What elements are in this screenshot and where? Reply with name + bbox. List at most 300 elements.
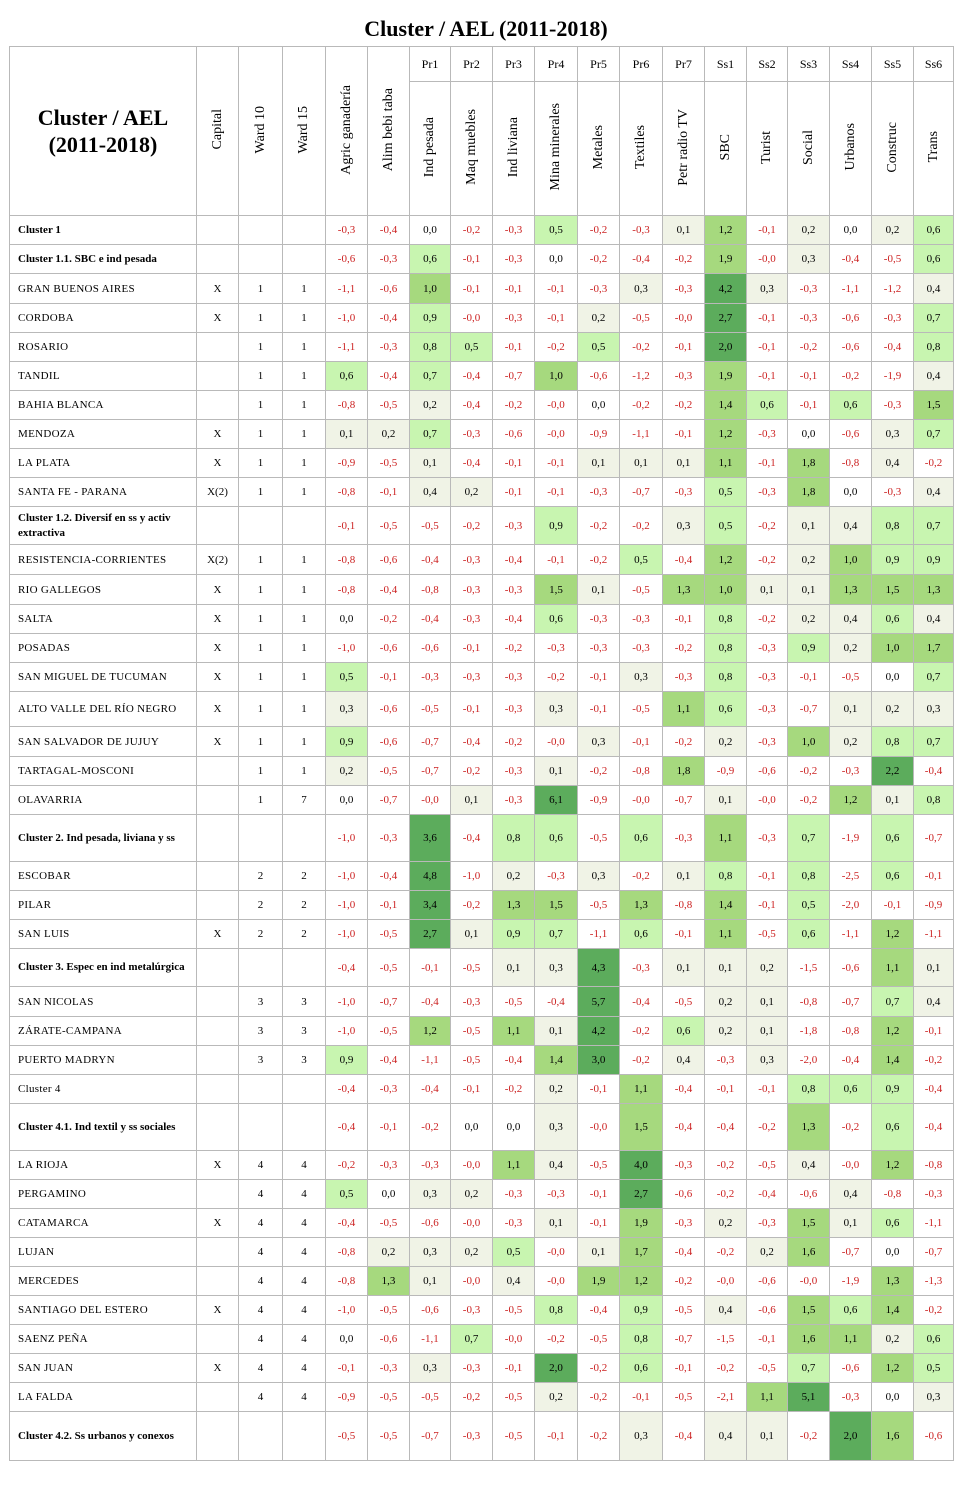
value-cell: 1,2 — [872, 1354, 914, 1383]
cell-capital — [197, 1267, 239, 1296]
cell-capital: X — [197, 1296, 239, 1325]
value-cell: 0,1 — [788, 507, 830, 545]
col-header-sector — [410, 82, 451, 216]
table-row — [10, 663, 954, 692]
value-cell: 0,4 — [914, 362, 954, 391]
value-cell: -0,3 — [451, 663, 493, 692]
value-cell: -0,0 — [451, 1151, 493, 1180]
value-cell: 0,7 — [872, 987, 914, 1017]
value-cell: -0,2 — [620, 862, 663, 891]
value-cell: -0,4 — [830, 245, 872, 274]
cell-w15: 4 — [283, 1296, 326, 1325]
value-cell: 0,2 — [326, 757, 368, 786]
value-cell: -0,4 — [578, 1296, 620, 1325]
table-row — [10, 449, 954, 478]
value-cell: -0,3 — [493, 757, 535, 786]
value-cell: 4,3 — [578, 949, 620, 987]
col-code-ss4: Ss4 — [830, 47, 872, 82]
value-cell: -0,1 — [326, 1354, 368, 1383]
value-cell: -0,4 — [368, 304, 410, 333]
value-cell: 0,1 — [578, 575, 620, 605]
row-label: GRAN BUENOS AIRES — [10, 274, 197, 304]
cell-capital: X — [197, 634, 239, 663]
value-cell: 0,2 — [410, 391, 451, 420]
value-cell: 1,5 — [535, 891, 578, 920]
value-cell: -0,1 — [747, 304, 788, 333]
col-header-label: Agric ganadería — [338, 84, 354, 175]
value-cell: 0,7 — [788, 1354, 830, 1383]
value-cell: -0,3 — [493, 1209, 535, 1238]
value-cell: 0,8 — [705, 663, 747, 692]
value-cell: -0,3 — [663, 1209, 705, 1238]
value-cell: 1,2 — [872, 1017, 914, 1046]
value-cell: 0,0 — [493, 1104, 535, 1151]
value-cell: -0,3 — [451, 420, 493, 449]
value-cell: 1,2 — [830, 786, 872, 815]
value-cell: 1,4 — [535, 1046, 578, 1075]
cell-capital — [197, 245, 239, 274]
col-code-pr6: Pr6 — [620, 47, 663, 82]
col-header-sector — [705, 82, 747, 216]
value-cell: 3,4 — [410, 891, 451, 920]
table-row — [10, 304, 954, 333]
value-cell: -0,3 — [705, 1046, 747, 1075]
value-cell: 0,2 — [705, 987, 747, 1017]
value-cell: 0,1 — [747, 575, 788, 605]
value-cell: 0,6 — [914, 245, 954, 274]
value-cell: 0,9 — [620, 1296, 663, 1325]
value-cell: -0,2 — [747, 1104, 788, 1151]
value-cell: 5,7 — [578, 987, 620, 1017]
value-cell: 0,2 — [451, 1238, 493, 1267]
value-cell: -0,6 — [830, 304, 872, 333]
cell-w15: 3 — [283, 987, 326, 1017]
cell-capital: X — [197, 920, 239, 949]
value-cell: -1,0 — [326, 920, 368, 949]
value-cell: -0,5 — [451, 1046, 493, 1075]
cell-w15 — [283, 1104, 326, 1151]
cell-w15: 1 — [283, 663, 326, 692]
cell-capital — [197, 949, 239, 987]
value-cell: -0,3 — [747, 634, 788, 663]
value-cell: -0,5 — [368, 920, 410, 949]
value-cell: 2,7 — [620, 1180, 663, 1209]
value-cell: 0,9 — [493, 920, 535, 949]
value-cell: 0,6 — [535, 815, 578, 862]
col-header-label: Ind liviana — [505, 116, 521, 178]
value-cell: 0,2 — [747, 1238, 788, 1267]
value-cell: -0,5 — [410, 507, 451, 545]
col-code-pr7: Pr7 — [663, 47, 705, 82]
value-cell: 1,2 — [620, 1267, 663, 1296]
value-cell: 0,3 — [578, 862, 620, 891]
value-cell: 0,3 — [535, 692, 578, 727]
value-cell: -0,2 — [747, 507, 788, 545]
value-cell: -0,2 — [663, 634, 705, 663]
value-cell: -0,6 — [663, 1180, 705, 1209]
col-code-ss5: Ss5 — [872, 47, 914, 82]
value-cell: -0,1 — [535, 478, 578, 507]
value-cell: -0,4 — [368, 862, 410, 891]
value-cell: -2,0 — [830, 891, 872, 920]
value-cell: 2,0 — [830, 1412, 872, 1461]
value-cell: 0,5 — [914, 1354, 954, 1383]
row-label: Cluster 1 — [10, 216, 197, 245]
cell-w10 — [239, 216, 283, 245]
col-header-label: Trans — [925, 131, 941, 163]
value-cell: -0,2 — [451, 891, 493, 920]
value-cell: 0,6 — [872, 1209, 914, 1238]
value-cell: 0,0 — [788, 420, 830, 449]
value-cell: -0,1 — [493, 449, 535, 478]
cluster-table — [9, 46, 954, 1461]
value-cell: 1,5 — [535, 575, 578, 605]
value-cell: -0,9 — [578, 420, 620, 449]
cell-w15: 4 — [283, 1325, 326, 1354]
value-cell: 1,4 — [705, 391, 747, 420]
value-cell: -0,4 — [535, 987, 578, 1017]
col-header-label: Ward 15 — [296, 105, 311, 154]
value-cell: 6,1 — [535, 786, 578, 815]
value-cell: 1,1 — [620, 1075, 663, 1104]
cell-w10: 2 — [239, 862, 283, 891]
value-cell: -1,1 — [914, 1209, 954, 1238]
cell-w15: 4 — [283, 1238, 326, 1267]
value-cell: -0,1 — [368, 1104, 410, 1151]
value-cell: 0,1 — [663, 216, 705, 245]
value-cell: -0,7 — [914, 1238, 954, 1267]
value-cell: -0,2 — [705, 1238, 747, 1267]
value-cell: 1,8 — [788, 478, 830, 507]
value-cell: 0,0 — [872, 1238, 914, 1267]
value-cell: -0,3 — [872, 391, 914, 420]
cell-w10 — [239, 1412, 283, 1461]
cell-capital: X — [197, 1151, 239, 1180]
cell-capital: X — [197, 274, 239, 304]
col-code-pr3: Pr3 — [493, 47, 535, 82]
row-label: POSADAS — [10, 634, 197, 663]
cell-w10: 4 — [239, 1180, 283, 1209]
value-cell: 0,1 — [620, 449, 663, 478]
row-label: SALTA — [10, 605, 197, 634]
value-cell: -0,0 — [535, 727, 578, 757]
table-row — [10, 786, 954, 815]
value-cell: 0,2 — [368, 420, 410, 449]
value-cell: -0,2 — [451, 757, 493, 786]
value-cell: 1,9 — [705, 245, 747, 274]
value-cell: -1,1 — [620, 420, 663, 449]
value-cell: -0,5 — [451, 949, 493, 987]
table-row — [10, 692, 954, 727]
value-cell: -0,1 — [535, 274, 578, 304]
value-cell: -0,6 — [747, 1267, 788, 1296]
value-cell: 0,1 — [578, 449, 620, 478]
value-cell: -0,9 — [705, 757, 747, 786]
value-cell: -0,3 — [535, 634, 578, 663]
value-cell: -0,5 — [578, 815, 620, 862]
value-cell: -0,8 — [326, 478, 368, 507]
value-cell: -0,1 — [451, 692, 493, 727]
value-cell: 0,4 — [788, 1151, 830, 1180]
value-cell: 1,1 — [705, 449, 747, 478]
value-cell: 1,1 — [872, 949, 914, 987]
cell-w10: 1 — [239, 663, 283, 692]
value-cell: -0,2 — [663, 391, 705, 420]
value-cell: 0,1 — [535, 757, 578, 786]
value-cell: -1,1 — [410, 1325, 451, 1354]
value-cell: -0,4 — [410, 605, 451, 634]
value-cell: 1,3 — [788, 1104, 830, 1151]
value-cell: -1,2 — [620, 362, 663, 391]
value-cell: -0,1 — [747, 333, 788, 362]
cell-capital — [197, 1412, 239, 1461]
value-cell: -0,5 — [620, 692, 663, 727]
value-cell: -0,0 — [535, 391, 578, 420]
value-cell: 1,3 — [663, 575, 705, 605]
value-cell: -0,0 — [578, 1104, 620, 1151]
col-header-sector — [620, 82, 663, 216]
value-cell: -0,0 — [535, 1267, 578, 1296]
value-cell: 0,6 — [830, 1296, 872, 1325]
value-cell: 0,1 — [914, 949, 954, 987]
value-cell: -0,7 — [620, 478, 663, 507]
col-code-pr5: Pr5 — [578, 47, 620, 82]
cell-w15 — [283, 1412, 326, 1461]
value-cell: -0,3 — [535, 862, 578, 891]
cell-capital: X — [197, 692, 239, 727]
value-cell: -1,0 — [326, 987, 368, 1017]
value-cell: -0,5 — [493, 1412, 535, 1461]
value-cell: -0,2 — [493, 727, 535, 757]
value-cell: -0,4 — [663, 545, 705, 575]
value-cell: -0,0 — [788, 1267, 830, 1296]
table-row — [10, 920, 954, 949]
value-cell: -0,4 — [493, 1046, 535, 1075]
value-cell: -0,0 — [663, 304, 705, 333]
value-cell: -0,3 — [368, 245, 410, 274]
cell-w10 — [239, 1104, 283, 1151]
cell-w10: 2 — [239, 891, 283, 920]
value-cell: -0,3 — [493, 216, 535, 245]
value-cell: -0,4 — [368, 362, 410, 391]
value-cell: -0,1 — [451, 274, 493, 304]
value-cell: -0,3 — [663, 1151, 705, 1180]
value-cell: -0,4 — [830, 1046, 872, 1075]
col-code-ss3: Ss3 — [788, 47, 830, 82]
col-header-ward15 — [283, 47, 326, 216]
value-cell: -0,5 — [872, 245, 914, 274]
row-label: PUERTO MADRYN — [10, 1046, 197, 1075]
cell-capital — [197, 815, 239, 862]
cell-capital — [197, 1046, 239, 1075]
value-cell: -0,1 — [914, 862, 954, 891]
cell-w10: 1 — [239, 478, 283, 507]
value-cell: -0,1 — [663, 420, 705, 449]
row-label: SAN JUAN — [10, 1354, 197, 1383]
value-cell: 0,6 — [788, 920, 830, 949]
value-cell: 0,3 — [914, 692, 954, 727]
value-cell: -0,6 — [368, 1325, 410, 1354]
value-cell: 0,6 — [535, 605, 578, 634]
cell-capital — [197, 1383, 239, 1412]
value-cell: -0,3 — [747, 478, 788, 507]
value-cell: 0,4 — [410, 478, 451, 507]
value-cell: -0,3 — [747, 420, 788, 449]
row-label: RESISTENCIA-CORRIENTES — [10, 545, 197, 575]
value-cell: 1,9 — [705, 362, 747, 391]
row-label: ALTO VALLE DEL RÍO NEGRO — [10, 692, 197, 727]
cell-w15: 1 — [283, 274, 326, 304]
cell-w15: 1 — [283, 634, 326, 663]
row-label: PILAR — [10, 891, 197, 920]
value-cell: 0,3 — [410, 1180, 451, 1209]
cell-capital: X — [197, 304, 239, 333]
cell-w15: 2 — [283, 920, 326, 949]
cell-w15: 4 — [283, 1354, 326, 1383]
value-cell: 4,2 — [705, 274, 747, 304]
value-cell: 0,3 — [872, 420, 914, 449]
table-row — [10, 1296, 954, 1325]
col-header-sector — [788, 82, 830, 216]
value-cell: -0,0 — [451, 1209, 493, 1238]
value-cell: 0,0 — [368, 1180, 410, 1209]
value-cell: -0,4 — [914, 1075, 954, 1104]
table-row — [10, 1383, 954, 1412]
value-cell: -1,9 — [872, 362, 914, 391]
value-cell: -0,5 — [620, 304, 663, 333]
value-cell: -0,1 — [451, 634, 493, 663]
value-cell: 0,8 — [788, 862, 830, 891]
row-label: MENDOZA — [10, 420, 197, 449]
col-code-ss1: Ss1 — [705, 47, 747, 82]
col-header-sector — [578, 82, 620, 216]
value-cell: -0,5 — [368, 949, 410, 987]
value-cell: 1,5 — [620, 1104, 663, 1151]
value-cell: -0,4 — [663, 1238, 705, 1267]
value-cell: -0,2 — [663, 245, 705, 274]
value-cell: 0,1 — [788, 575, 830, 605]
value-cell: -0,1 — [747, 1325, 788, 1354]
value-cell: -0,4 — [368, 216, 410, 245]
value-cell: -0,8 — [914, 1151, 954, 1180]
value-cell: -0,3 — [410, 663, 451, 692]
value-cell: -0,9 — [914, 891, 954, 920]
value-cell: -0,1 — [578, 663, 620, 692]
value-cell: -1,1 — [830, 274, 872, 304]
value-cell: 1,4 — [705, 891, 747, 920]
value-cell: 0,5 — [788, 891, 830, 920]
value-cell: -1,1 — [410, 1046, 451, 1075]
value-cell: -0,8 — [326, 545, 368, 575]
value-cell: -0,1 — [578, 1180, 620, 1209]
value-cell: 0,6 — [326, 362, 368, 391]
value-cell: 0,1 — [747, 1017, 788, 1046]
row-label: LA PLATA — [10, 449, 197, 478]
cell-capital — [197, 1238, 239, 1267]
value-cell: -0,3 — [663, 815, 705, 862]
value-cell: -0,2 — [914, 449, 954, 478]
row-label: Cluster 4.1. Ind textil y ss sociales — [10, 1104, 197, 1151]
value-cell: -0,1 — [451, 245, 493, 274]
row-label: SAN NICOLAS — [10, 987, 197, 1017]
row-label: PERGAMINO — [10, 1180, 197, 1209]
value-cell: 0,2 — [788, 545, 830, 575]
value-cell: -0,7 — [368, 786, 410, 815]
value-cell: 0,2 — [705, 727, 747, 757]
value-cell: -0,2 — [368, 605, 410, 634]
cell-w15 — [283, 507, 326, 545]
value-cell: 0,7 — [914, 507, 954, 545]
corner-header-line2: (2011-2018) — [48, 132, 158, 157]
value-cell: 1,9 — [620, 1209, 663, 1238]
table-row — [10, 862, 954, 891]
value-cell: 0,6 — [410, 245, 451, 274]
value-cell: -0,4 — [326, 949, 368, 987]
value-cell: 2,0 — [705, 333, 747, 362]
value-cell: -0,3 — [620, 216, 663, 245]
value-cell: 1,1 — [493, 1151, 535, 1180]
value-cell: 0,3 — [620, 663, 663, 692]
cell-w10: 4 — [239, 1296, 283, 1325]
col-header-label: Textiles — [633, 124, 648, 170]
value-cell: 0,2 — [830, 634, 872, 663]
value-cell: -0,0 — [493, 1325, 535, 1354]
cell-w10: 4 — [239, 1151, 283, 1180]
table-row — [10, 1151, 954, 1180]
value-cell: 0,1 — [535, 1209, 578, 1238]
value-cell: 0,1 — [705, 786, 747, 815]
cell-w15: 1 — [283, 449, 326, 478]
cell-w15: 1 — [283, 420, 326, 449]
table-row — [10, 1075, 954, 1104]
value-cell: -0,3 — [620, 949, 663, 987]
value-cell: 0,8 — [705, 634, 747, 663]
value-cell: -0,8 — [830, 1017, 872, 1046]
cell-w10: 1 — [239, 304, 283, 333]
value-cell: -0,6 — [914, 1412, 954, 1461]
cell-w15: 4 — [283, 1209, 326, 1238]
value-cell: 0,7 — [535, 920, 578, 949]
value-cell: -0,3 — [368, 1354, 410, 1383]
value-cell: -0,8 — [620, 757, 663, 786]
value-cell: 0,0 — [872, 663, 914, 692]
value-cell: 1,9 — [578, 1267, 620, 1296]
col-header-label: Urbanos — [842, 123, 858, 171]
value-cell: 0,3 — [747, 1046, 788, 1075]
value-cell: -0,1 — [620, 727, 663, 757]
value-cell: -0,5 — [368, 391, 410, 420]
row-label: OLAVARRIA — [10, 786, 197, 815]
row-label: TARTAGAL-MOSCONI — [10, 757, 197, 786]
cell-capital — [197, 891, 239, 920]
value-cell: -1,0 — [326, 1017, 368, 1046]
table-row — [10, 891, 954, 920]
cell-w10: 1 — [239, 692, 283, 727]
value-cell: -0,1 — [368, 663, 410, 692]
value-cell: 0,5 — [535, 216, 578, 245]
cell-w10: 1 — [239, 786, 283, 815]
value-cell: 0,1 — [663, 449, 705, 478]
value-cell: -0,3 — [368, 1075, 410, 1104]
value-cell: -0,2 — [914, 1046, 954, 1075]
value-cell: 0,9 — [788, 634, 830, 663]
value-cell: -0,3 — [578, 634, 620, 663]
page-title: Cluster / AEL (2011-2018) — [364, 16, 608, 41]
value-cell: 0,0 — [410, 216, 451, 245]
value-cell: -0,1 — [578, 692, 620, 727]
value-cell: 0,9 — [326, 727, 368, 757]
value-cell: -0,3 — [451, 605, 493, 634]
